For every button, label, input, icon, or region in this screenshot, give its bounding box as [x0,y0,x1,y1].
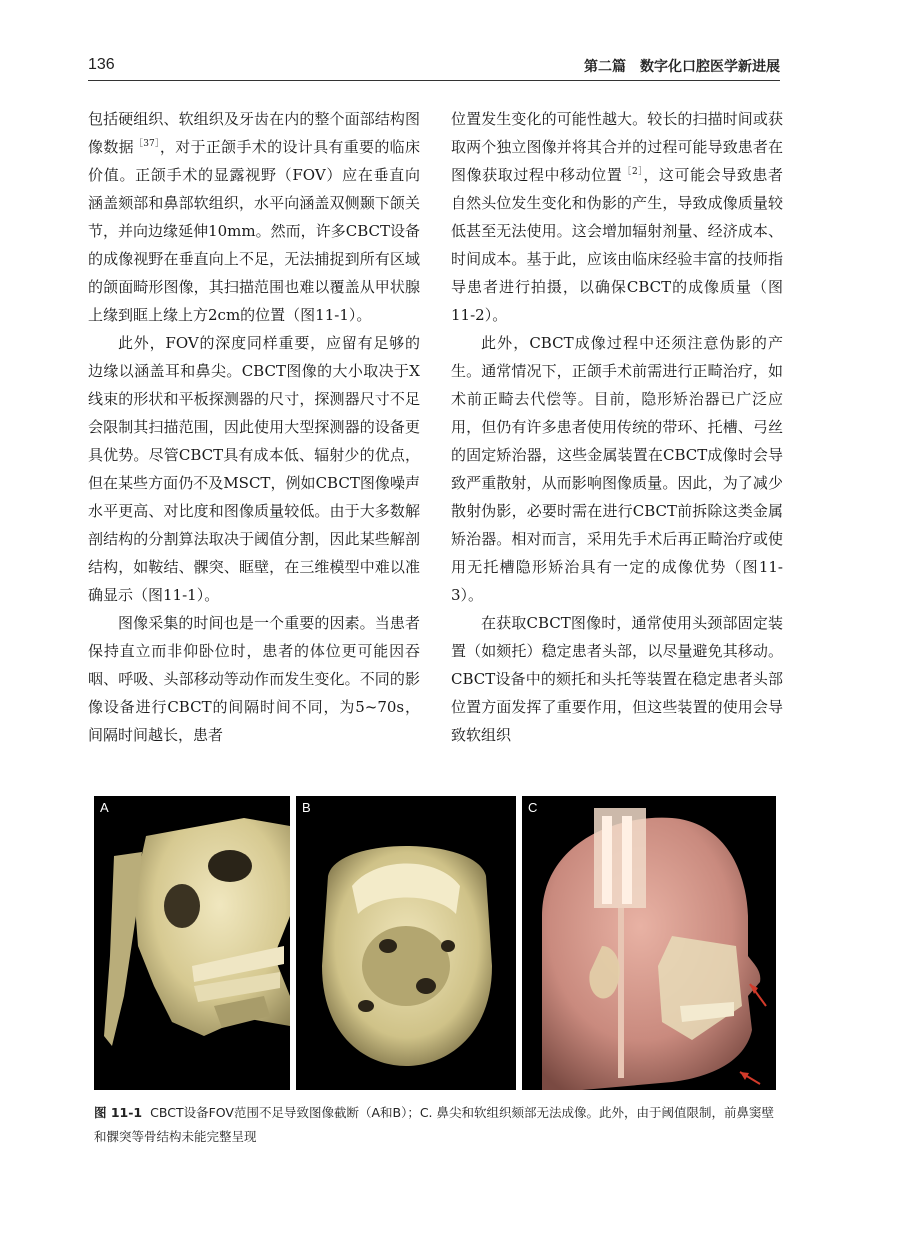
paragraph-text: 包括硬组织、软组织及牙齿在内的整个面部结构图像数据 [88,110,420,156]
panel-label-a: A [100,800,109,815]
paragraph [88,105,420,329]
header-rule [88,80,780,81]
caption-figure-number: 图 11-1 [94,1105,143,1120]
paragraph-text: ，对于正颌手术的设计具有重要的临床价值。正颌手术的显露视野（FOV）应在垂直向涵盖颏部和鼻部软组织，水平向涵盖双侧颞下颌关节，并向边缘延伸10mm。然而，许多CBCT设备的成像视野在垂直向上不足，无法捕捉到所有区域的颌面畸形图像，其扫描范围也难以覆盖从甲状腺上缘到眶上缘上方2cm的位置（图11-1）。 [88,138,420,324]
citation: ［37］ [133,139,160,149]
paragraph [451,105,783,329]
figure-11-1 [94,796,776,1090]
figure-caption [94,1101,784,1149]
paragraph: 此外，FOV的深度同样重要，应留有足够的边缘以涵盖耳和鼻尖。CBCT图像的大小取决于X线束的形状和平板探测器的尺寸，探测器尺寸不足会限制其扫描范围，因此使用大型探测器的设备更具优势。尽管CBCT具有成本低、辐射少的优点，但在某些方面仍不及MSCT，例如CBCT图像噪声水平更高、对比度和图像质量较低。由于大多数解剖结构的分割算法取决于阈值分割，因此某些解剖结构，如鞍结、髁突、眶壁，在三维模型中难以准确显示（图11-1）。 [88,334,420,604]
paragraph-text: ，这可能会导致患者自然头位发生变化和伪影的产生，导致成像质量较低甚至无法使用。这会增加辐射剂量、经济成本、时间成本。基于此，应该由临床经验丰富的技师指导患者进行拍摄，以确保CBCT的成像质量（图11-2）。 [451,166,783,324]
panel-label-b: B [302,800,311,815]
panel-label-c: C [528,800,538,815]
right-column [451,105,783,749]
paragraph: 此外，CBCT成像过程中还须注意伪影的产生。通常情况下，正颌手术前需进行正畸治疗，如术前正畸去代偿等。目前，隐形矫治器已广泛应用，但仍有许多患者使用传统的带环、托槽、弓丝的固定矫治器，这些金属装置在CBCT成像时会导致严重散射，从而影响图像质量。因此，为了减少散射伪影，必要时需在进行CBCT前拆除这类金属矫治器。相对而言，采用先手术后再正畸治疗或使用无托槽隐形矫治具有一定的成像优势（图11-3）。 [451,334,783,604]
running-head-title: 第二篇 数字化口腔医学新进展 [584,59,780,75]
paragraph-text: 位置发生变化的可能性越大。较长的扫描时间或获取两个独立图像并将其合并的过程可能导致患者在图像获取过程中移动位置 [451,110,783,184]
paragraph: 在获取CBCT图像时，通常使用头颈部固定装置（如颏托）稳定患者头部，以尽量避免其移动。CBCT设备中的颏托和头托等装置在稳定患者头部位置方面发挥了重要作用，但这些装置的使用会导致软组织 [451,614,783,744]
paragraph: 图像采集的时间也是一个重要的因素。当患者保持直立而非仰卧位时，患者的体位更可能因吞咽、呼吸、头部移动等动作而发生变化。不同的影像设备进行CBCT的间隔时间不同，为5~70s，间隔时间越长，患者 [88,614,420,744]
page-number: 136 [88,56,115,73]
skull-lateral-image [94,796,290,1090]
caption-text: CBCT设备FOV范围不足导致图像截断（A和B）；C. 鼻尖和软组织颏部无法成像。此外，由于阈值限制，前鼻窦壁和髁突等骨结构未能完整呈现 [94,1105,775,1144]
skull-inferior-image [296,796,516,1090]
head-volume-rendering-image [522,796,776,1090]
figure-panel-c [522,796,776,1090]
figure-panel-b [296,796,516,1090]
left-column [88,105,420,749]
figure-panel-a [94,796,290,1090]
running-header [88,56,780,82]
citation: ［2］ [622,167,644,177]
